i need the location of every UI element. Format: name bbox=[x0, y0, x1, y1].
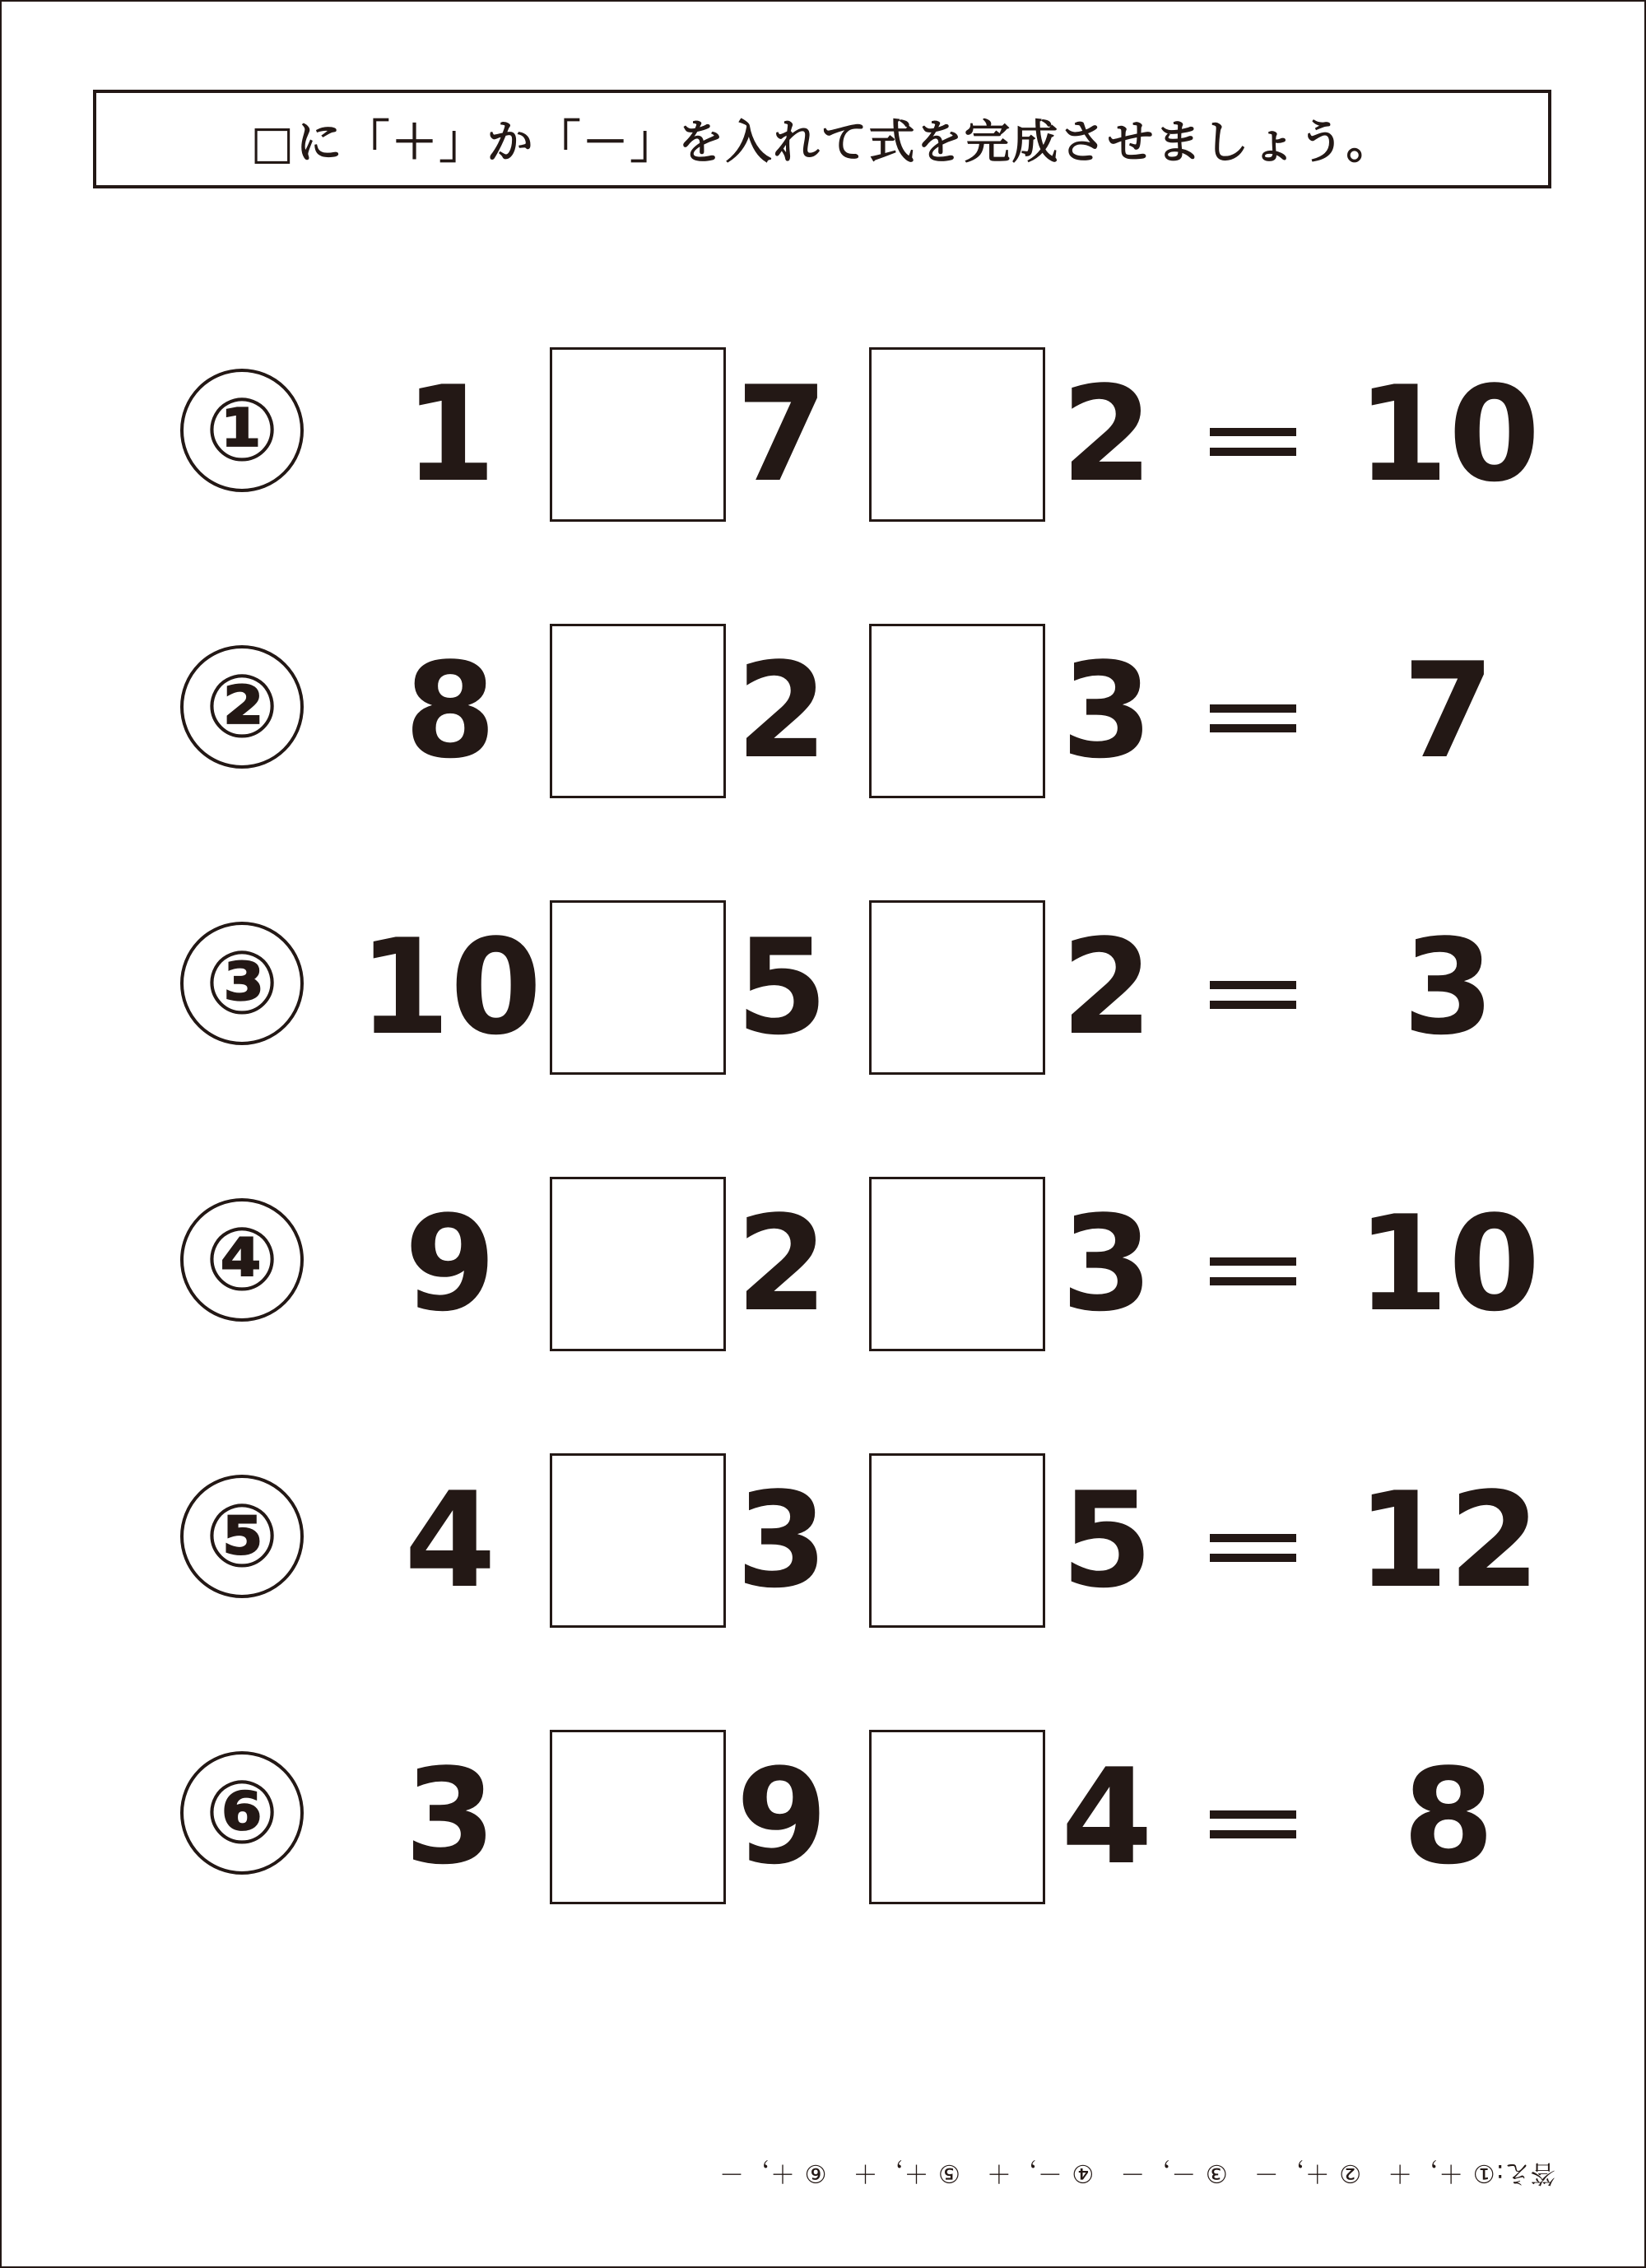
answer-key-upside-down: 答え:① ＋，＋ ② ＋，－ ③ －，－ ④ －，＋ ⑤ ＋，＋ ⑥ ＋，－ bbox=[718, 2159, 1555, 2187]
operand-b: 5 bbox=[736, 910, 828, 1064]
operand-b: 7 bbox=[736, 357, 828, 511]
problem-row-1 bbox=[0, 347, 1646, 522]
operator-box-1[interactable] bbox=[550, 1453, 726, 1628]
operand-c: 5 bbox=[1061, 1463, 1153, 1617]
answer-key-area bbox=[718, 2145, 1555, 2194]
operand-c: 3 bbox=[1061, 1187, 1153, 1341]
operand-a: 8 bbox=[404, 634, 496, 788]
operator-box-2[interactable] bbox=[869, 1177, 1045, 1351]
operand-a: 4 bbox=[404, 1463, 496, 1617]
operator-box-2[interactable] bbox=[869, 624, 1045, 798]
problem-number: ④ bbox=[180, 1198, 304, 1322]
problem-number: ② bbox=[180, 645, 304, 769]
equals-sign bbox=[1210, 1453, 1296, 1628]
operator-box-1[interactable] bbox=[550, 1177, 726, 1351]
result: 10 bbox=[1356, 1187, 1541, 1341]
operand-a: 10 bbox=[358, 910, 542, 1064]
problem-row-4 bbox=[0, 1177, 1646, 1351]
operator-box-2[interactable] bbox=[869, 1730, 1045, 1904]
operator-box-2[interactable] bbox=[869, 1453, 1045, 1628]
problem-number: ⑥ bbox=[180, 1751, 304, 1875]
problem-number: ⑤ bbox=[180, 1475, 304, 1598]
problem-row-5 bbox=[0, 1453, 1646, 1628]
operand-c: 2 bbox=[1061, 357, 1153, 511]
problem-number: ① bbox=[180, 369, 304, 492]
operator-box-1[interactable] bbox=[550, 624, 726, 798]
result: 3 bbox=[1402, 910, 1495, 1064]
result: 10 bbox=[1356, 357, 1541, 511]
operand-b: 9 bbox=[736, 1740, 828, 1894]
operand-c: 3 bbox=[1061, 634, 1153, 788]
operator-box-1[interactable] bbox=[550, 1730, 726, 1904]
operand-a: 1 bbox=[404, 357, 496, 511]
result: 8 bbox=[1402, 1740, 1495, 1894]
operand-c: 2 bbox=[1061, 910, 1153, 1064]
equals-sign bbox=[1210, 1177, 1296, 1351]
operator-box-1[interactable] bbox=[550, 900, 726, 1075]
equals-sign bbox=[1210, 347, 1296, 522]
operand-a: 3 bbox=[404, 1740, 496, 1894]
operator-box-2[interactable] bbox=[869, 900, 1045, 1075]
equals-sign bbox=[1210, 624, 1296, 798]
result: 7 bbox=[1402, 634, 1495, 788]
problem-row-6 bbox=[0, 1730, 1646, 1904]
equals-sign bbox=[1210, 900, 1296, 1075]
problem-row-2 bbox=[0, 624, 1646, 798]
operand-b: 3 bbox=[736, 1463, 828, 1617]
operand-c: 4 bbox=[1061, 1740, 1153, 1894]
problem-row-3 bbox=[0, 900, 1646, 1075]
operand-a: 9 bbox=[404, 1187, 496, 1341]
problem-number: ③ bbox=[180, 922, 304, 1045]
result: 12 bbox=[1356, 1463, 1541, 1617]
operator-box-1[interactable] bbox=[550, 347, 726, 522]
instruction-box: □に「＋」か「－」を入れて式を完成させましょう。 bbox=[93, 90, 1551, 188]
operator-box-2[interactable] bbox=[869, 347, 1045, 522]
equals-sign bbox=[1210, 1730, 1296, 1904]
operand-b: 2 bbox=[736, 1187, 828, 1341]
operand-b: 2 bbox=[736, 634, 828, 788]
